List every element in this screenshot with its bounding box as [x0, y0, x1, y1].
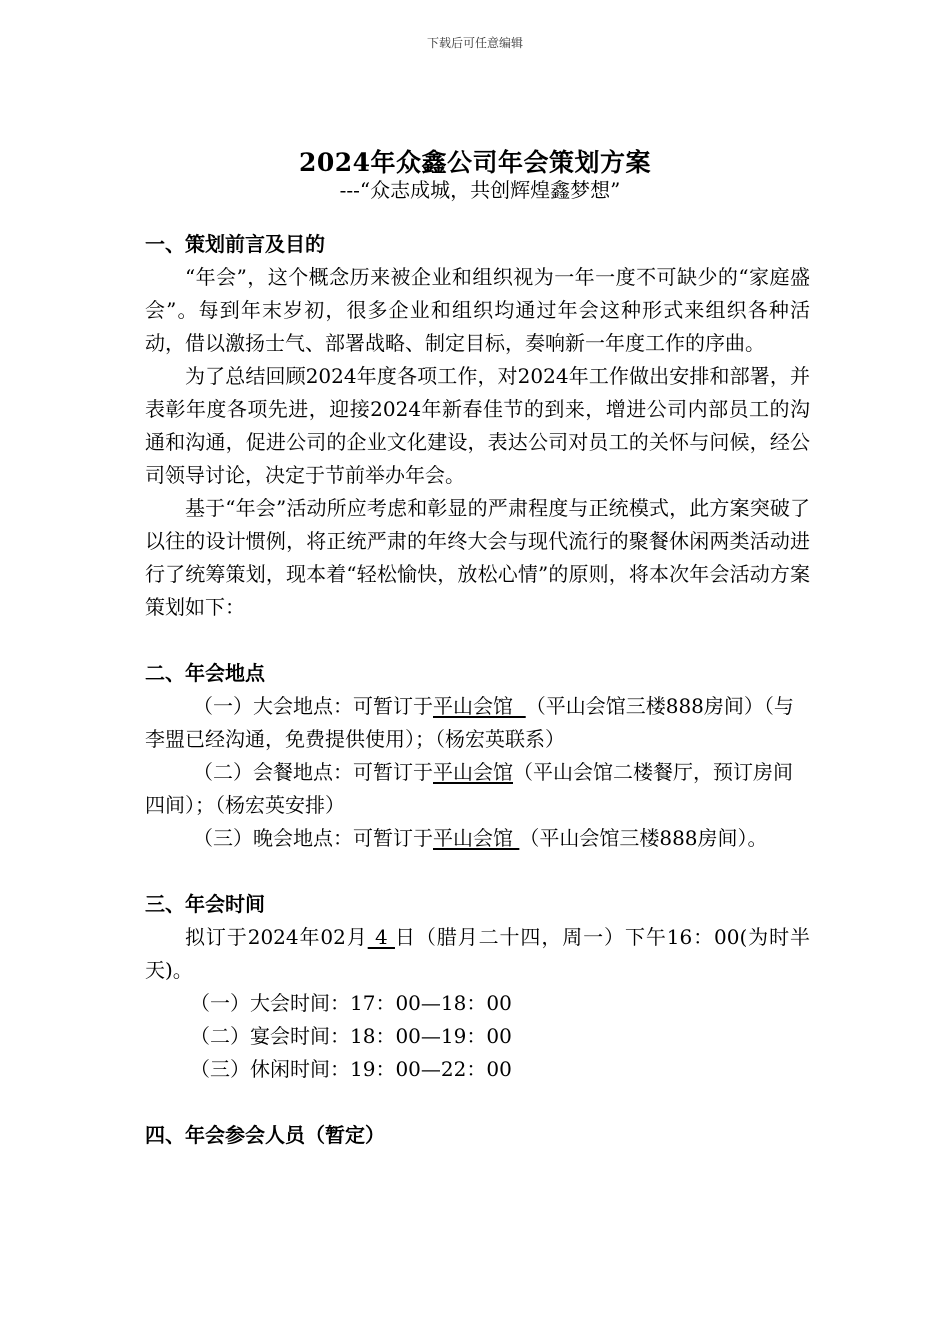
venue-item-conference: （一）大会地点：可暂订于平山会馆 （平山会馆三楼888房间）（与李盟已经沟通，免费提供使用）；（杨宏英联系）: [145, 694, 794, 751]
section-heading-3: 三、年会时间: [145, 892, 265, 916]
venue-name: 平山会馆: [433, 826, 513, 850]
page-header-note: 下载后可任意编辑: [426, 36, 523, 50]
document-body: [145, 228, 810, 1152]
paragraph-date: 拟订于2024年02月 4 日（腊月二十四，周一）下午16：00(为时半天)。: [145, 925, 810, 982]
section-heading-4: 四、年会参会人员（暂定）: [145, 1123, 385, 1147]
time-item-leisure: （三）休闲时间：19：00—22：00: [190, 1057, 512, 1081]
section-heading-1: 一、策划前言及目的: [145, 232, 325, 256]
paragraph-approach: 基于“年会”活动所应考虑和彰显的严肃程度与正统模式，此方案突破了以往的设计惯例，将正统严肃的年终大会与现代流行的聚餐休闲两类活动进行了统筹策划，现本着“轻松愉快，放松心情”的原则，将本次年会活动方案策划如下：: [145, 496, 810, 619]
document-title: 2024年众鑫公司年会策划方案: [298, 148, 652, 177]
date-day: 4: [367, 925, 395, 949]
document-subtitle: ---“众志成城，共创辉煌鑫梦想”: [339, 178, 621, 202]
venue-name: 平山会馆: [433, 694, 513, 718]
time-item-banquet: （二）宴会时间：18：00—19：00: [190, 1024, 512, 1048]
venue-name: 平山会馆: [433, 760, 513, 784]
venue-item-dinner: （二）会餐地点：可暂订于平山会馆（平山会馆二楼餐厅，预订房间四间）；（杨宏英安排）: [145, 760, 793, 817]
paragraph-purpose: 为了总结回顾2024年度各项工作，对2024年工作做出安排和部署，并表彰年度各项先进，迎接2024年新春佳节的到来，增进公司内部员工的沟通和沟通，促进公司的企业文化建设，表达公司对员工的关怀与问候，经公司领导讨论，决定于节前举办年会。: [145, 364, 810, 487]
time-item-conference: （一）大会时间：17：00—18：00: [190, 991, 512, 1015]
section-heading-2: 二、年会地点: [145, 661, 265, 685]
venue-item-evening: （三）晚会地点：可暂订于平山会馆 （平山会馆三楼888房间）。: [193, 826, 768, 850]
paragraph-intro: “年会”，这个概念历来被企业和组织视为一年一度不可缺少的“家庭盛会”。每到年末岁初，很多企业和组织均通过年会这种形式来组织各种活动，借以激扬士气、部署战略、制定目标，奏响新一年度工作的序曲。: [145, 265, 810, 355]
